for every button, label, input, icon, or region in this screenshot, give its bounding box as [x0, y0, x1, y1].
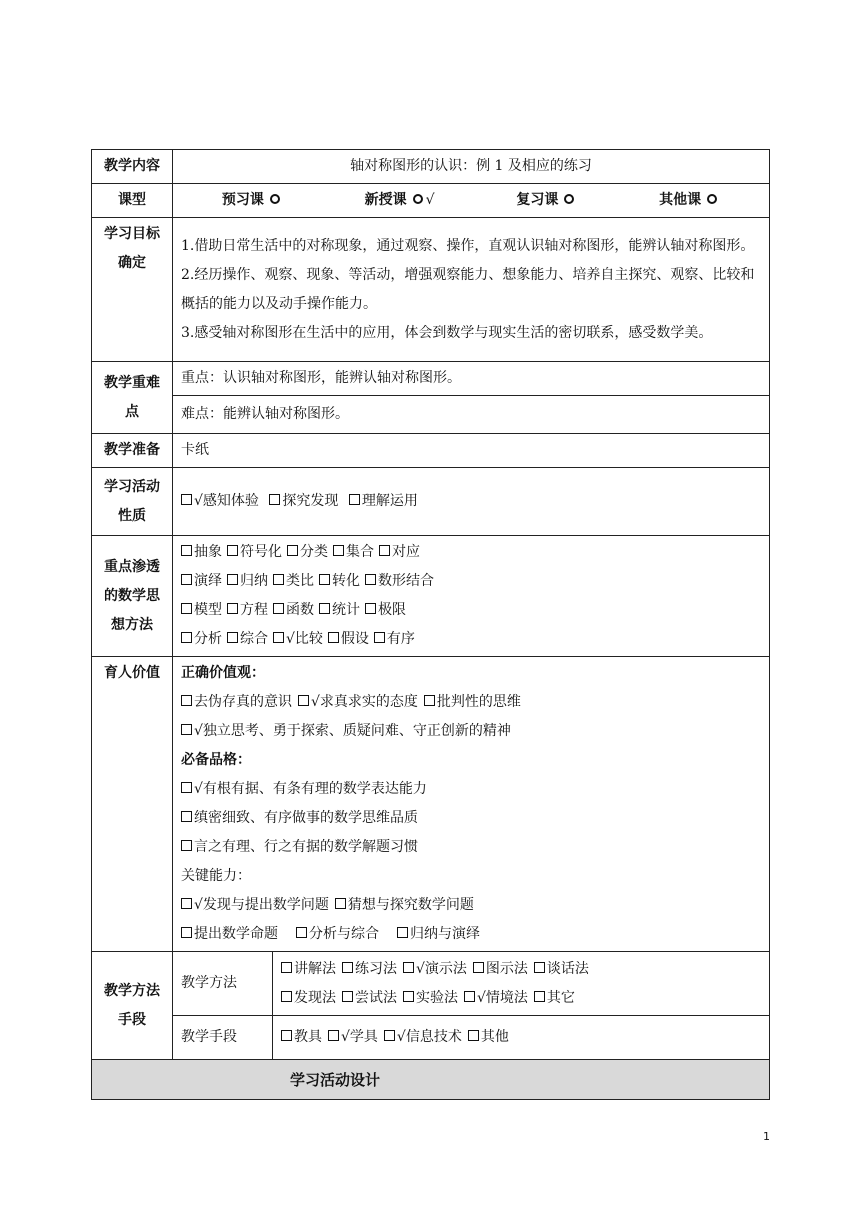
values-line-2 [181, 717, 761, 746]
row-activity [92, 468, 770, 536]
checkbox-icon [227, 632, 238, 643]
checkbox-option[interactable] [181, 625, 222, 654]
option-label: 函数 [286, 602, 314, 618]
checkbox-icon [273, 574, 284, 585]
option-label: 归纳 [240, 573, 268, 589]
lesson-type-label: 复习课 [516, 192, 559, 208]
option-label: 极限 [378, 602, 406, 618]
option-label: 去伪存真的意识 [194, 694, 292, 710]
means-options [273, 1016, 770, 1060]
row-prep [92, 434, 770, 468]
option-label: 方程 [240, 602, 268, 618]
checkbox-option[interactable] [296, 920, 379, 949]
checkbox-icon [181, 811, 192, 822]
row-values [92, 657, 770, 952]
checkbox-option[interactable] [473, 955, 528, 984]
row-content [92, 150, 770, 184]
goal-3: 3.感受轴对称图形在生活中的应用，体会到数学与现实生活的密切联系，感受数学美。 [181, 324, 713, 341]
option-label: 分析 [194, 631, 222, 647]
option-label: √独立思考、勇于探索、质疑问难、守正创新的精神 [194, 723, 511, 739]
checkbox-option[interactable] [464, 984, 528, 1013]
option-label: 符号化 [240, 544, 282, 560]
option-label: √感知体验 [194, 493, 259, 509]
label-goals-text: 学习目标确定 [104, 226, 160, 271]
checkbox-option[interactable] [534, 955, 589, 984]
method-row-1 [281, 955, 761, 984]
checkbox-option[interactable] [181, 538, 222, 567]
checkbox-icon [181, 782, 192, 793]
checkbox-icon [365, 603, 376, 614]
row-difficult [92, 396, 770, 434]
checkbox-icon [397, 927, 408, 938]
option-label: 演绎 [194, 573, 222, 589]
option-label: 教具 [294, 1029, 322, 1045]
checkbox-icon [473, 962, 484, 973]
page-number: 1 [763, 1130, 770, 1143]
checkbox-option[interactable] [181, 920, 278, 949]
goals-cell [173, 218, 770, 362]
radio-circle-icon [270, 194, 280, 204]
checkbox-option[interactable] [319, 596, 360, 625]
option-label: 转化 [332, 573, 360, 589]
checkbox-option[interactable] [397, 920, 480, 949]
checkbox-icon [281, 962, 292, 973]
row-goals [92, 218, 770, 362]
lesson-type-label: 其他课 [659, 192, 702, 208]
method-label-1: 教学方法 [173, 952, 273, 1016]
checkbox-option[interactable] [281, 1023, 322, 1052]
radio-circle-icon [413, 194, 423, 204]
option-label: 言之有理、行之有据的数学解题习惯 [194, 839, 418, 855]
option-label: 发现法 [294, 989, 336, 1006]
lesson-type-option[interactable] [222, 186, 283, 215]
checkbox-icon [335, 898, 346, 909]
checkbox-option[interactable] [181, 804, 418, 833]
checkbox-option[interactable] [181, 775, 427, 804]
option-label: 批判性的思维 [436, 694, 521, 710]
thought-row [181, 596, 761, 625]
checkbox-icon [181, 632, 192, 643]
checkbox-icon [379, 545, 390, 556]
option-label: √比较 [286, 631, 323, 647]
option-label: 提出数学命题 [194, 926, 278, 942]
row-thought-methods [92, 536, 770, 657]
lesson-plan-document [91, 149, 769, 1100]
method-row-2 [281, 984, 761, 1013]
option-label: 有序 [386, 631, 415, 647]
option-label: 归纳与演绎 [410, 926, 480, 942]
checkbox-option[interactable] [281, 955, 336, 984]
checkbox-icon [281, 991, 292, 1002]
checkbox-icon [181, 494, 192, 505]
checkbox-option[interactable] [403, 984, 458, 1013]
checkbox-icon [273, 632, 284, 643]
checkbox-option[interactable] [281, 984, 336, 1013]
option-application[interactable] [349, 487, 418, 516]
checkbox-option[interactable] [328, 1023, 378, 1052]
option-label: √信息技术 [396, 1029, 462, 1045]
checkbox-option[interactable] [374, 625, 415, 654]
option-label: 抽象 [194, 544, 222, 560]
checkbox-option[interactable] [468, 1023, 509, 1052]
checkbox-icon [333, 545, 344, 556]
option-label: √求真求实的态度 [311, 694, 418, 710]
checkbox-option[interactable] [365, 567, 434, 596]
lesson-type-options [181, 186, 761, 215]
key-point: 重点：认识轴对称图形，能辨认轴对称图形。 [173, 362, 770, 396]
radio-circle-icon [707, 194, 717, 204]
option-perception[interactable] [181, 487, 259, 516]
option-label: 实验法 [416, 989, 458, 1006]
checkbox-option[interactable] [227, 538, 282, 567]
checkbox-icon [181, 840, 192, 851]
label-teach-method [92, 952, 173, 1060]
goal-2: 2.经历操作、观察、现象、等活动，增强观察能力、想象能力、培养自主探究、观察、比较和概括的能力以及动手操作能力。 [181, 266, 755, 312]
checkbox-option[interactable] [424, 688, 521, 717]
checkbox-icon [365, 574, 376, 585]
checkbox-option[interactable] [227, 625, 268, 654]
lesson-type-label: 预习课 [221, 192, 264, 208]
label-keypoints-text: 教学重难点 [104, 374, 160, 420]
option-label: √学具 [341, 1029, 378, 1045]
character-line-2 [181, 804, 761, 833]
option-label: √情境法 [477, 989, 528, 1006]
checkbox-icon [534, 962, 545, 973]
checkbox-option[interactable] [534, 984, 575, 1013]
lesson-type-option[interactable] [659, 186, 720, 215]
values-heading-2: 必备品格： [181, 752, 251, 768]
thought-row [181, 625, 761, 654]
option-label: 理解运用 [361, 493, 418, 509]
lesson-type-option[interactable] [516, 186, 577, 215]
checkbox-option[interactable] [273, 567, 314, 596]
checkbox-option[interactable] [181, 833, 418, 862]
option-label: 谈话法 [546, 960, 589, 977]
checkbox-icon [403, 962, 414, 973]
label-keypoints [92, 362, 173, 434]
checkbox-icon [468, 1030, 479, 1041]
checkbox-option[interactable] [384, 1023, 462, 1052]
checkbox-option[interactable] [227, 596, 268, 625]
option-label: 数形结合 [378, 573, 434, 589]
checkbox-icon [181, 695, 192, 706]
values-heading-3: 关键能力： [181, 868, 251, 884]
option-label: 缜密细致、有序做事的数学思维品质 [194, 810, 418, 826]
checkbox-icon [273, 603, 284, 614]
row-teach-method [92, 952, 770, 1016]
checkbox-icon [227, 574, 238, 585]
checkbox-icon [269, 494, 280, 505]
option-label: 综合 [240, 631, 268, 647]
checkbox-icon [181, 724, 192, 735]
checkbox-icon [534, 991, 545, 1002]
ability-line-1 [181, 891, 761, 920]
row-lesson-type [92, 184, 770, 218]
thought-row [181, 567, 761, 596]
difficult-point: 难点：能辨认轴对称图形。 [173, 396, 770, 434]
option-label: 模型 [194, 602, 222, 618]
method-label-2: 教学手段 [173, 1016, 273, 1060]
label-prep: 教学准备 [92, 434, 173, 468]
checkbox-option[interactable] [403, 955, 467, 984]
option-label: 集合 [346, 544, 374, 560]
option-label: √演示法 [416, 960, 467, 977]
checkbox-option[interactable] [181, 717, 511, 746]
row-keypoint [92, 362, 770, 396]
lesson-type-option[interactable] [365, 186, 435, 215]
checkbox-option[interactable] [273, 625, 323, 654]
row-footer [92, 1060, 770, 1100]
checkbox-icon [296, 927, 307, 938]
checkbox-icon [181, 603, 192, 614]
checkbox-icon [181, 898, 192, 909]
label-activity [92, 468, 173, 536]
checkbox-icon [342, 962, 353, 973]
row-teach-means [92, 1016, 770, 1060]
option-label: 分析与综合 [309, 926, 379, 942]
checkbox-option[interactable] [181, 688, 292, 717]
option-label: 统计 [332, 602, 360, 618]
activity-options [173, 468, 770, 536]
label-thought [92, 536, 173, 657]
option-label: 探究发现 [282, 493, 339, 509]
radio-circle-icon [564, 194, 574, 204]
label-activity-text: 学习活动性质 [104, 478, 160, 524]
checkbox-icon [287, 545, 298, 556]
values-cell [173, 657, 770, 952]
checkbox-option[interactable] [298, 688, 418, 717]
checkbox-option[interactable] [287, 538, 328, 567]
checkbox-icon [181, 927, 192, 938]
activity-design-title: 学习活动设计 [92, 1060, 770, 1100]
option-inquiry[interactable] [269, 487, 338, 516]
checkbox-option[interactable] [319, 567, 360, 596]
option-label: 猜想与探究数学问题 [347, 897, 474, 913]
checkbox-icon [298, 695, 309, 706]
checkbox-icon [464, 991, 475, 1002]
option-label: 尝试法 [355, 989, 397, 1006]
option-label: √发现与提出数学问题 [194, 897, 329, 913]
checkbox-icon [319, 603, 330, 614]
checkbox-option[interactable] [328, 625, 369, 654]
option-label: 假设 [340, 631, 369, 647]
checkbox-icon [181, 574, 192, 585]
option-label: 练习法 [355, 960, 397, 977]
label-goals [92, 218, 173, 362]
checkbox-option[interactable] [181, 891, 329, 920]
method-options [273, 952, 770, 1016]
checkbox-option[interactable] [365, 596, 406, 625]
checkbox-icon [349, 494, 360, 505]
character-line-1 [181, 775, 761, 804]
option-label: 讲解法 [294, 960, 336, 977]
goal-1: 1.借助日常生活中的对称现象，通过观察、操作，直观认识轴对称图形，能辨认轴对称图形。 [181, 237, 755, 254]
label-type: 课型 [92, 184, 173, 218]
checkbox-icon [181, 545, 192, 556]
checkbox-option[interactable] [342, 955, 397, 984]
checkbox-icon [281, 1030, 292, 1041]
checkbox-option[interactable] [342, 984, 397, 1013]
label-values: 育人价值 [92, 657, 173, 952]
option-label: 分类 [300, 544, 328, 560]
checkbox-icon [227, 603, 238, 614]
lesson-type-label: 新授课 [364, 192, 407, 208]
checkbox-icon [328, 1030, 339, 1041]
checkbox-icon [374, 632, 385, 643]
values-line-1 [181, 688, 761, 717]
option-label: 图示法 [485, 960, 528, 977]
checkbox-icon [227, 545, 238, 556]
checkbox-option[interactable] [333, 538, 374, 567]
checkbox-option[interactable] [181, 596, 222, 625]
checkbox-option[interactable] [273, 596, 314, 625]
thought-row [181, 538, 761, 567]
check-mark: √ [425, 192, 435, 208]
values-heading-1: 正确价值观： [181, 665, 265, 681]
option-label: √有根有据、有条有理的数学表达能力 [194, 781, 427, 797]
lesson-type-cell [173, 184, 770, 218]
checkbox-icon [384, 1030, 395, 1041]
label-thought-text: 重点渗透的数学思想方法 [104, 558, 160, 633]
checkbox-option[interactable] [335, 891, 474, 920]
option-label: 对应 [392, 544, 420, 560]
lesson-plan-table [91, 149, 770, 1100]
checkbox-icon [424, 695, 435, 706]
label-teach-method-text: 教学方法手段 [104, 982, 160, 1028]
label-content: 教学内容 [92, 150, 173, 184]
option-label: 其它 [546, 989, 575, 1006]
thought-options [173, 536, 770, 657]
means-row [281, 1023, 761, 1052]
content-text: 轴对称图形的认识：例 1 及相应的练习 [173, 150, 770, 184]
option-label: 类比 [286, 573, 314, 589]
ability-line-2 [181, 920, 761, 949]
checkbox-icon [342, 991, 353, 1002]
checkbox-icon [328, 632, 339, 643]
prep-text: 卡纸 [173, 434, 770, 468]
checkbox-option[interactable] [379, 538, 420, 567]
checkbox-option[interactable] [227, 567, 268, 596]
option-label: 其他 [480, 1029, 509, 1045]
checkbox-icon [319, 574, 330, 585]
character-line-3 [181, 833, 761, 862]
checkbox-option[interactable] [181, 567, 222, 596]
checkbox-icon [403, 991, 414, 1002]
